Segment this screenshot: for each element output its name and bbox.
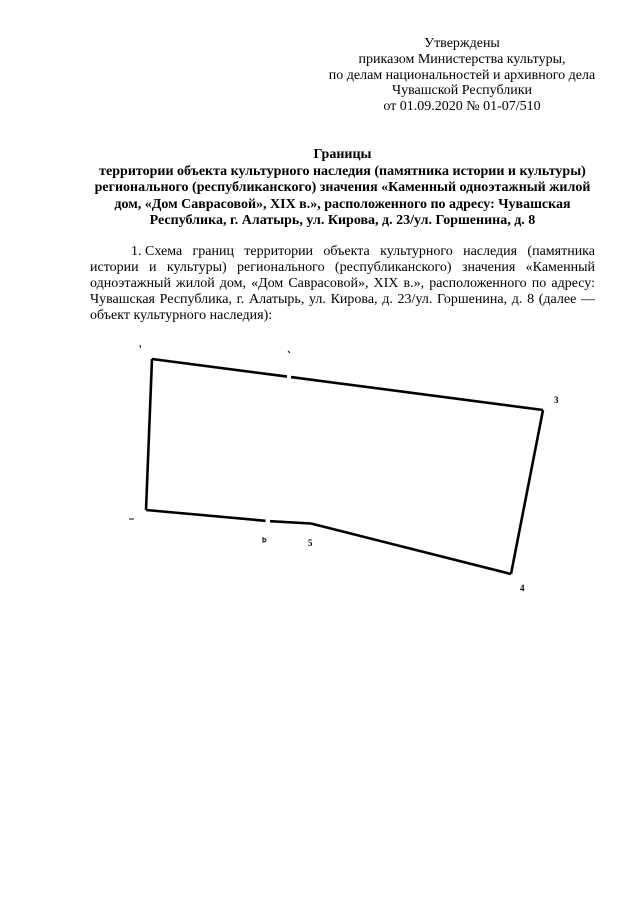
boundary-edge-left <box>146 359 152 510</box>
point-mark <box>263 537 266 542</box>
paragraph-line: объект культурного наследия): <box>90 308 273 323</box>
title-line: Республика, г. Алатырь, ул. Кирова, д. 23/ул. Горшенина, д. 8 <box>149 213 536 228</box>
boundary-edge-top-right <box>291 377 543 410</box>
point-mark <box>140 345 141 348</box>
approval-stamp <box>300 36 624 115</box>
title-line: регионального (республиканского) значения «Каменный одноэтажный жилой <box>94 180 591 195</box>
boundary-edge-bottom-left <box>146 510 266 521</box>
approval-line: по делам национальностей и архивного дела <box>328 67 596 83</box>
document-title <box>60 147 625 230</box>
point-label-4: 4 <box>520 583 525 593</box>
boundary-edge-top-left <box>152 359 287 377</box>
paragraph-line: одноэтажный жилой дом, «Дом Саврасовой», XIX в.», расположенного по адресу: <box>90 276 595 291</box>
title-line: Границы <box>313 147 372 162</box>
territory-boundary-scheme <box>120 335 580 605</box>
point-label-5: 5 <box>308 538 313 548</box>
approval-line: от 01.09.2020 № 01-07/510 <box>383 99 541 115</box>
point-label-3: 3 <box>554 395 559 405</box>
paragraph-1 <box>90 244 595 324</box>
paragraph-line: Схема границ территории объекта культурного наследия (памятника <box>145 244 595 259</box>
paragraph-first-line <box>90 244 595 260</box>
paragraph-line: истории и культуры) регионального (республиканского) значения «Каменный <box>90 260 595 275</box>
paragraph-number: 1. <box>131 244 142 259</box>
point-mark <box>288 351 290 353</box>
boundary-edge-right <box>511 410 543 574</box>
title-line: территории объекта культурного наследия (памятника истории и культуры) <box>99 163 586 179</box>
boundary-edge-bottom-middle <box>270 521 311 523</box>
boundary-edge-bottom-right <box>311 524 511 575</box>
title-line: дом, «Дом Саврасовой», XIX в.», расположенного по адресу: Чувашская <box>114 196 571 212</box>
paragraph-line: Чувашская Республика, г. Алатырь, ул. Кирова, д. 23/ул. Горшенина, д. 8 (далее — <box>90 292 595 307</box>
approval-line: Утверждены <box>424 36 500 51</box>
approval-line: приказом Министерства культуры, <box>358 51 566 67</box>
approval-line: Чувашской Республики <box>391 83 533 99</box>
